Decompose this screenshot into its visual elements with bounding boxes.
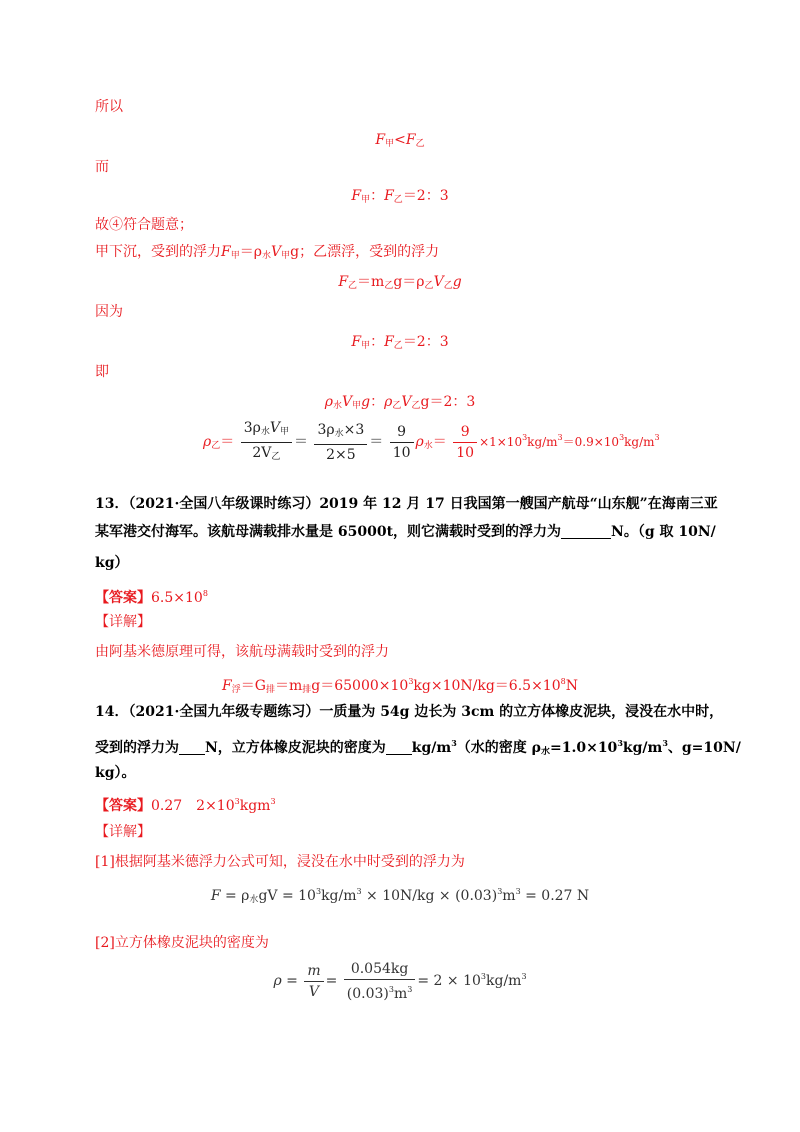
fraction-2: $\frac{3\rho_水\times 3}{2\times 5}$ xyxy=(314,421,367,464)
fraction-density: $\frac{0.054kg}{(0.03)^3m^3}$ xyxy=(344,960,416,1003)
q13-line-2: 某军港交付海军。该航母满载排水量是 65000t，则它满载时受到的浮力为 N。（g 取 10N/ xyxy=(95,524,716,540)
q13-formula: $F_浮=G_排=m_排g=65000\times 10^3kg\times 10N/kg=6.5\times 10^8N$ xyxy=(222,677,578,695)
formula-rho-ratio: $\rho_水V_甲g$：$\rho_乙V_乙g=2$：3 xyxy=(324,394,476,411)
q13-line-3: kg） xyxy=(95,555,129,571)
fraction-1: $\frac{3\rho_水V_甲}{2V_乙}$ xyxy=(241,419,292,466)
q14-blank-1[interactable] xyxy=(179,740,205,755)
q14-step-1: [1]根据阿基米德浮力公式可知，浸没在水中时受到的浮力为 xyxy=(95,854,465,870)
fraction-4: $\frac{9}{10}$ xyxy=(453,423,477,462)
q14-formula-1: $F = \rho_水gV = 10^3kg/m^3 \times 10N/kg \times (0.03)^3m^3 = 0.27$ N xyxy=(210,887,590,905)
q14-answer: 【答案】0.27 $2\times 10^3kgm^3$ xyxy=(95,797,276,814)
text-ji: 即 xyxy=(95,364,109,380)
q14-line-1: 14．（2021·全国九年级专题练习）一质量为 54g 边长为 3cm 的立方体橡皮泥块，浸没在水中时， xyxy=(95,704,724,720)
fraction-m-v: $\frac{m}{V}$ xyxy=(304,962,323,1001)
q13-detail-text: 由阿基米德原理可得，该航母满载时受到的浮力 xyxy=(95,644,389,660)
q14-line-2: 受到的浮力为 N，立方体橡皮泥块的密度为 $kg/m^3$（水的密度 $\rho_水=1.0\times 10^3kg/m^3$、g=10N/ xyxy=(95,738,741,757)
fraction-3: $\frac{9}{10}$ xyxy=(390,423,414,462)
formula-fyi: $F_乙=m_乙g=\rho_乙V_乙g$ xyxy=(338,274,462,291)
text-suoyi: 所以 xyxy=(95,99,123,115)
q13-answer: 【答案】$6.5\times 10^8$ xyxy=(95,589,208,606)
q13-line-1: 13．（2021·全国八年级课时练习）2019 年 12 月 17 日我国第一艘国产航母“山东舰”在海南三亚 xyxy=(95,496,718,512)
q13-detail-label: 【详解】 xyxy=(95,614,151,630)
text-yinwei: 因为 xyxy=(95,304,123,320)
text-jia-line: 甲下沉，受到的浮力$F_甲=\rho_水V_甲g$；乙漂浮，受到的浮力 xyxy=(95,244,440,261)
formula-ratio-2: $F_甲$：$F_乙=2$：3 xyxy=(351,334,449,351)
formula-rho-final: $\rho_乙=$ $\frac{3\rho_水V_甲}{2V_乙}$ ＝ $\frac{3\rho_水\times 3}{2\times 5}$ ＝ $\frac{9}{10}$ $\rho_水=$ $\frac{9}{10}$ $\times 1\times 10^3kg/m^3=0.9\times 10^3kg/m^3$ xyxy=(203,418,660,466)
text-gu: 故④符合题意； xyxy=(95,217,193,233)
formula-ratio-1: $F_甲$：$F_乙=2$：3 xyxy=(351,188,449,205)
q13-blank[interactable] xyxy=(561,524,611,539)
formula-inequality: $F_甲<F_乙$ xyxy=(375,132,425,149)
q14-detail-label: 【详解】 xyxy=(95,824,151,840)
text-er: 而 xyxy=(95,159,109,175)
q14-step-2: [2]立方体橡皮泥块的密度为 xyxy=(95,935,269,951)
q14-formula-2: ρ = $\frac{m}{V}$ = $\frac{0.054kg}{(0.03)^3m^3}$ = $2 \times 10^3kg/m^3$ xyxy=(273,960,527,1002)
q14-line-3: kg）。 xyxy=(95,765,136,781)
q14-blank-2[interactable] xyxy=(386,740,412,755)
